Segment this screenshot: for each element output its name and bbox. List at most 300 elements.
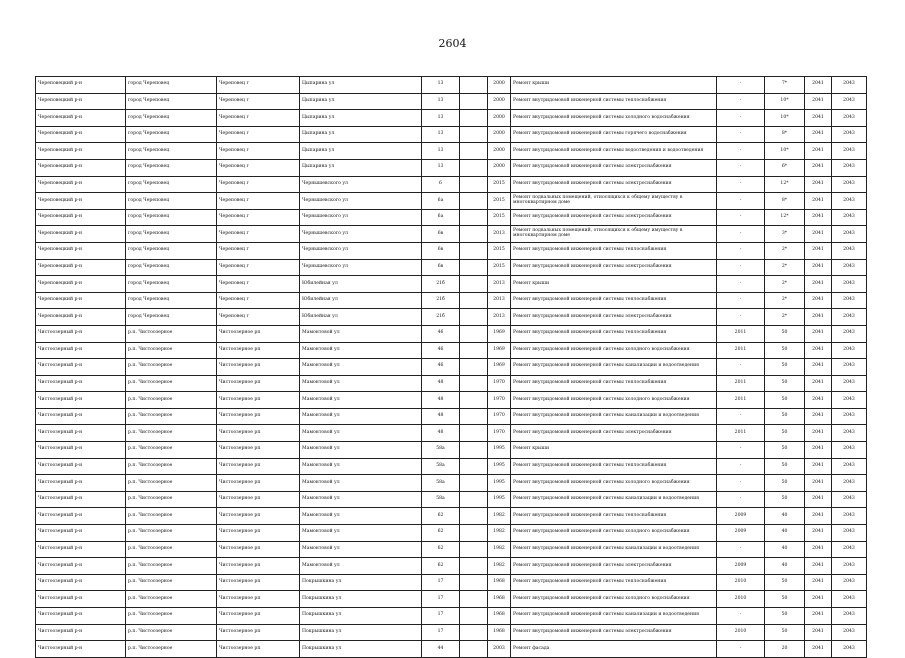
cell-settlement: Череповец г (217, 77, 300, 94)
cell-street: Чернышевского ул (300, 193, 422, 210)
table-row (36, 110, 867, 127)
cell-work-type: Ремонт крыши (511, 442, 717, 459)
cell-last-repair: 2010 (717, 624, 765, 641)
cell-district: Чистоозерный р-н (36, 541, 126, 558)
cell-settlement: Чистоозерное рп (217, 392, 300, 409)
cell-house: 21б (422, 292, 460, 309)
cell-street: Цыпарина ул (300, 159, 422, 176)
cell-extra (460, 276, 488, 293)
cell-municipality: р.п. Чистоозерное (126, 325, 217, 342)
cell-year-built: 1970 (488, 408, 511, 425)
cell-work-type: Ремонт внутридомовой инженерной системы электроснабжения (511, 176, 717, 193)
cell-plan-start: 2041 (805, 624, 832, 641)
cell-municipality: р.п. Чистоозерное (126, 475, 217, 492)
cell-settlement: Чистоозерное рп (217, 325, 300, 342)
cell-wear: 50 (765, 624, 805, 641)
cell-plan-end: 2043 (832, 77, 867, 94)
cell-extra (460, 624, 488, 641)
cell-plan-start: 2041 (805, 159, 832, 176)
table-row (36, 458, 867, 475)
cell-settlement: Чистоозерное рп (217, 508, 300, 525)
cell-street: Мамонтовой ул (300, 475, 422, 492)
cell-street: Мамонтовой ул (300, 508, 422, 525)
cell-work-type: Ремонт внутридомовой инженерной системы электроснабжения (511, 209, 717, 226)
table-row (36, 408, 867, 425)
cell-wear: 50 (765, 458, 805, 475)
cell-wear: 2* (765, 242, 805, 259)
cell-house: 17 (422, 624, 460, 641)
cell-wear: 2* (765, 276, 805, 293)
cell-settlement: Череповец г (217, 193, 300, 210)
cell-plan-end: 2043 (832, 110, 867, 127)
cell-settlement: Череповец г (217, 292, 300, 309)
cell-plan-end: 2043 (832, 591, 867, 608)
cell-plan-start: 2041 (805, 558, 832, 575)
cell-municipality: город Череповец (126, 276, 217, 293)
cell-street: Покрышкина ул (300, 624, 422, 641)
cell-municipality: р.п. Чистоозерное (126, 558, 217, 575)
cell-plan-end: 2043 (832, 508, 867, 525)
cell-work-type: Ремонт внутридомовой инженерной системы водоотведения и водоотведения (511, 143, 717, 160)
cell-municipality: р.п. Чистоозерное (126, 408, 217, 425)
cell-wear: 50 (765, 408, 805, 425)
cell-settlement: Череповец г (217, 159, 300, 176)
cell-extra (460, 342, 488, 359)
cell-last-repair: - (717, 159, 765, 176)
cell-plan-start: 2041 (805, 541, 832, 558)
cell-last-repair: - (717, 475, 765, 492)
cell-year-built: 2000 (488, 159, 511, 176)
cell-plan-start: 2041 (805, 525, 832, 542)
cell-settlement: Чистоозерное рп (217, 375, 300, 392)
cell-settlement: Череповец г (217, 110, 300, 127)
cell-municipality: город Череповец (126, 110, 217, 127)
cell-work-type: Ремонт внутридомовой инженерной системы холодного водоснабжения (511, 342, 717, 359)
cell-street: Чернышевского ул (300, 176, 422, 193)
cell-plan-start: 2041 (805, 242, 832, 259)
cell-district: Чистоозерный р-н (36, 624, 126, 641)
cell-street: Мамонтовой ул (300, 525, 422, 542)
cell-street: Юбилейная ул (300, 292, 422, 309)
cell-extra (460, 541, 488, 558)
cell-district: Череповецкий р-н (36, 193, 126, 210)
cell-plan-start: 2041 (805, 508, 832, 525)
cell-work-type: Ремонт внутридомовой инженерной системы теплоснабжения (511, 325, 717, 342)
cell-extra (460, 242, 488, 259)
cell-house: 62 (422, 558, 460, 575)
cell-work-type: Ремонт внутридомовой инженерной системы электроснабжения (511, 259, 717, 276)
cell-street: Мамонтовой ул (300, 442, 422, 459)
cell-district: Чистоозерный р-н (36, 475, 126, 492)
cell-municipality: город Череповец (126, 176, 217, 193)
cell-last-repair: - (717, 143, 765, 160)
cell-house: 13 (422, 110, 460, 127)
cell-wear: 2* (765, 309, 805, 326)
cell-district: Череповецкий р-н (36, 226, 126, 243)
cell-plan-end: 2043 (832, 624, 867, 641)
cell-municipality: город Череповец (126, 77, 217, 94)
cell-work-type: Ремонт подвальных помещений, относящихся к общему имуществу в многоквартирном доме (511, 226, 717, 243)
cell-extra (460, 259, 488, 276)
cell-plan-start: 2041 (805, 259, 832, 276)
cell-settlement: Череповец г (217, 126, 300, 143)
cell-year-built: 2013 (488, 226, 511, 243)
cell-extra (460, 176, 488, 193)
cell-plan-start: 2041 (805, 292, 832, 309)
cell-plan-start: 2041 (805, 226, 832, 243)
cell-plan-end: 2043 (832, 442, 867, 459)
cell-plan-end: 2043 (832, 475, 867, 492)
cell-street: Мамонтовой ул (300, 541, 422, 558)
cell-street: Юбилейная ул (300, 309, 422, 326)
cell-municipality: р.п. Чистоозерное (126, 392, 217, 409)
cell-last-repair: - (717, 276, 765, 293)
cell-house: 6а (422, 209, 460, 226)
cell-extra (460, 558, 488, 575)
cell-work-type: Ремонт фасада (511, 641, 717, 658)
cell-year-built: 1970 (488, 392, 511, 409)
cell-year-built: 1968 (488, 591, 511, 608)
cell-plan-start: 2041 (805, 126, 832, 143)
cell-municipality: р.п. Чистоозерное (126, 375, 217, 392)
cell-street: Мамонтовой ул (300, 375, 422, 392)
cell-street: Мамонтовой ул (300, 392, 422, 409)
cell-wear: 40 (765, 541, 805, 558)
cell-plan-end: 2043 (832, 259, 867, 276)
cell-extra (460, 143, 488, 160)
cell-municipality: город Череповец (126, 259, 217, 276)
cell-plan-end: 2043 (832, 242, 867, 259)
cell-year-built: 1970 (488, 425, 511, 442)
table-row (36, 558, 867, 575)
cell-year-built: 1995 (488, 475, 511, 492)
table-row (36, 624, 867, 641)
cell-extra (460, 491, 488, 508)
cell-street: Чернышевского ул (300, 226, 422, 243)
cell-work-type: Ремонт внутридомовой инженерной системы электроснабжения (511, 558, 717, 575)
cell-last-repair: - (717, 408, 765, 425)
cell-year-built: 1969 (488, 359, 511, 376)
cell-last-repair: - (717, 209, 765, 226)
cell-wear: 6* (765, 159, 805, 176)
table-row (36, 475, 867, 492)
cell-last-repair: - (717, 226, 765, 243)
cell-wear: 50 (765, 574, 805, 591)
cell-wear: 40 (765, 525, 805, 542)
cell-house: 46 (422, 342, 460, 359)
cell-municipality: город Череповец (126, 143, 217, 160)
cell-street: Покрышкина ул (300, 574, 422, 591)
cell-extra (460, 442, 488, 459)
cell-plan-end: 2043 (832, 359, 867, 376)
cell-year-built: 2000 (488, 143, 511, 160)
cell-wear: 50 (765, 325, 805, 342)
cell-street: Мамонтовой ул (300, 425, 422, 442)
cell-year-built: 1982 (488, 541, 511, 558)
cell-work-type: Ремонт внутридомовой инженерной системы горячего водоснабжения (511, 126, 717, 143)
cell-settlement: Чистоозерное рп (217, 541, 300, 558)
cell-street: Мамонтовой ул (300, 342, 422, 359)
cell-plan-start: 2041 (805, 93, 832, 110)
cell-settlement: Чистоозерное рп (217, 408, 300, 425)
cell-settlement: Чистоозерное рп (217, 442, 300, 459)
cell-extra (460, 375, 488, 392)
cell-district: Чистоозерный р-н (36, 342, 126, 359)
page-number: 2604 (438, 37, 467, 50)
cell-last-repair: - (717, 242, 765, 259)
cell-year-built: 2003 (488, 641, 511, 658)
cell-wear: 8* (765, 193, 805, 210)
cell-work-type: Ремонт внутридомовой инженерной системы канализации и водоотведения (511, 541, 717, 558)
cell-plan-start: 2041 (805, 309, 832, 326)
cell-district: Чистоозерный р-н (36, 508, 126, 525)
cell-work-type: Ремонт внутридомовой инженерной системы электроснабжения (511, 624, 717, 641)
cell-plan-end: 2043 (832, 558, 867, 575)
cell-plan-end: 2043 (832, 176, 867, 193)
cell-settlement: Чистоозерное рп (217, 624, 300, 641)
cell-year-built: 2000 (488, 110, 511, 127)
cell-plan-start: 2041 (805, 359, 832, 376)
table-row (36, 491, 867, 508)
cell-house: 17 (422, 591, 460, 608)
cell-house: 58а (422, 458, 460, 475)
cell-street: Мамонтовой ул (300, 491, 422, 508)
cell-work-type: Ремонт внутридомовой инженерной системы канализации и водоотведения (511, 491, 717, 508)
cell-settlement: Чистоозерное рп (217, 591, 300, 608)
cell-last-repair: 2011 (717, 375, 765, 392)
cell-house: 48 (422, 375, 460, 392)
cell-municipality: р.п. Чистоозерное (126, 541, 217, 558)
table-row (36, 242, 867, 259)
cell-work-type: Ремонт внутридомовой инженерной системы теплоснабжения (511, 242, 717, 259)
cell-work-type: Ремонт внутридомовой инженерной системы холодного водоснабжения (511, 475, 717, 492)
cell-wear: 10* (765, 110, 805, 127)
cell-municipality: р.п. Чистоозерное (126, 458, 217, 475)
cell-settlement: Череповец г (217, 93, 300, 110)
cell-plan-start: 2041 (805, 442, 832, 459)
cell-municipality: р.п. Чистоозерное (126, 525, 217, 542)
cell-last-repair: - (717, 309, 765, 326)
cell-year-built: 1968 (488, 624, 511, 641)
cell-extra (460, 292, 488, 309)
cell-work-type: Ремонт внутридомовой инженерной системы электроснабжения (511, 159, 717, 176)
cell-house: 6в (422, 226, 460, 243)
cell-wear: 10* (765, 93, 805, 110)
cell-plan-end: 2043 (832, 375, 867, 392)
cell-extra (460, 392, 488, 409)
cell-district: Чистоозерный р-н (36, 608, 126, 625)
cell-year-built: 2000 (488, 77, 511, 94)
cell-district: Чистоозерный р-н (36, 375, 126, 392)
cell-work-type: Ремонт внутридомовой инженерной системы теплоснабжения (511, 375, 717, 392)
cell-extra (460, 591, 488, 608)
cell-work-type: Ремонт внутридомовой инженерной системы электроснабжения (511, 425, 717, 442)
cell-last-repair: - (717, 608, 765, 625)
cell-extra (460, 226, 488, 243)
cell-house: 21б (422, 276, 460, 293)
cell-plan-start: 2041 (805, 209, 832, 226)
cell-municipality: р.п. Чистоозерное (126, 624, 217, 641)
cell-house: 13 (422, 77, 460, 94)
table-row (36, 259, 867, 276)
cell-municipality: р.п. Чистоозерное (126, 608, 217, 625)
cell-plan-start: 2041 (805, 591, 832, 608)
table-row (36, 193, 867, 210)
cell-work-type: Ремонт крыши (511, 77, 717, 94)
cell-plan-end: 2043 (832, 126, 867, 143)
cell-settlement: Чистоозерное рп (217, 558, 300, 575)
cell-work-type: Ремонт крыши (511, 276, 717, 293)
table-row (36, 525, 867, 542)
cell-work-type: Ремонт внутридомовой инженерной системы холодного водоснабжения (511, 525, 717, 542)
cell-wear: 50 (765, 442, 805, 459)
cell-plan-end: 2043 (832, 193, 867, 210)
cell-house: 17 (422, 608, 460, 625)
table-row (36, 375, 867, 392)
cell-district: Чистоозерный р-н (36, 442, 126, 459)
cell-year-built: 2015 (488, 209, 511, 226)
cell-wear: 2* (765, 259, 805, 276)
cell-last-repair: 2011 (717, 425, 765, 442)
repair-schedule-table (35, 76, 867, 658)
cell-plan-start: 2041 (805, 392, 832, 409)
cell-plan-start: 2041 (805, 77, 832, 94)
cell-wear: 50 (765, 392, 805, 409)
cell-district: Череповецкий р-н (36, 77, 126, 94)
cell-extra (460, 77, 488, 94)
cell-extra (460, 508, 488, 525)
cell-extra (460, 126, 488, 143)
cell-last-repair: 2011 (717, 325, 765, 342)
cell-settlement: Чистоозерное рп (217, 425, 300, 442)
cell-house: 46 (422, 359, 460, 376)
cell-plan-start: 2041 (805, 491, 832, 508)
cell-year-built: 1995 (488, 491, 511, 508)
cell-wear: 2* (765, 292, 805, 309)
cell-extra (460, 309, 488, 326)
cell-work-type: Ремонт внутридомовой инженерной системы электроснабжения (511, 309, 717, 326)
cell-plan-end: 2043 (832, 392, 867, 409)
cell-plan-start: 2041 (805, 342, 832, 359)
cell-district: Чистоозерный р-н (36, 408, 126, 425)
cell-district: Череповецкий р-н (36, 276, 126, 293)
cell-plan-start: 2041 (805, 425, 832, 442)
cell-settlement: Чистоозерное рп (217, 608, 300, 625)
cell-wear: 3* (765, 226, 805, 243)
cell-street: Покрышкина ул (300, 608, 422, 625)
cell-work-type: Ремонт внутридомовой инженерной системы холодного водоснабжения (511, 110, 717, 127)
table-row (36, 159, 867, 176)
cell-year-built: 1969 (488, 342, 511, 359)
cell-municipality: город Череповец (126, 159, 217, 176)
cell-work-type: Ремонт внутридомовой инженерной системы теплоснабжения (511, 292, 717, 309)
table-row (36, 209, 867, 226)
cell-district: Череповецкий р-н (36, 242, 126, 259)
table-row (36, 508, 867, 525)
cell-settlement: Череповец г (217, 276, 300, 293)
cell-house: 46 (422, 325, 460, 342)
cell-district: Чистоозерный р-н (36, 558, 126, 575)
cell-extra (460, 209, 488, 226)
cell-plan-end: 2043 (832, 93, 867, 110)
cell-settlement: Чистоозерное рп (217, 574, 300, 591)
cell-plan-end: 2043 (832, 309, 867, 326)
cell-district: Череповецкий р-н (36, 93, 126, 110)
cell-house: 58а (422, 491, 460, 508)
cell-extra (460, 408, 488, 425)
cell-settlement: Череповец г (217, 209, 300, 226)
cell-last-repair: - (717, 176, 765, 193)
cell-settlement: Чистоозерное рп (217, 475, 300, 492)
cell-year-built: 1970 (488, 375, 511, 392)
cell-municipality: р.п. Чистоозерное (126, 508, 217, 525)
cell-street: Мамонтовой ул (300, 408, 422, 425)
cell-extra (460, 93, 488, 110)
cell-last-repair: - (717, 541, 765, 558)
cell-plan-start: 2041 (805, 143, 832, 160)
cell-wear: 50 (765, 425, 805, 442)
cell-district: Череповецкий р-н (36, 110, 126, 127)
cell-district: Чистоозерный р-н (36, 591, 126, 608)
cell-work-type: Ремонт подвальных помещений, относящихся к общему имуществу в многоквартирном доме (511, 193, 717, 210)
cell-municipality: р.п. Чистоозерное (126, 359, 217, 376)
cell-plan-start: 2041 (805, 641, 832, 658)
table-row (36, 325, 867, 342)
table-row (36, 226, 867, 243)
cell-street: Мамонтовой ул (300, 558, 422, 575)
cell-wear: 10* (765, 143, 805, 160)
cell-plan-start: 2041 (805, 325, 832, 342)
cell-plan-start: 2041 (805, 475, 832, 492)
cell-municipality: р.п. Чистоозерное (126, 425, 217, 442)
cell-year-built: 2015 (488, 259, 511, 276)
cell-settlement: Череповец г (217, 143, 300, 160)
cell-last-repair: - (717, 126, 765, 143)
table-row (36, 176, 867, 193)
cell-street: Цыпарина ул (300, 77, 422, 94)
cell-plan-start: 2041 (805, 276, 832, 293)
cell-plan-end: 2043 (832, 408, 867, 425)
cell-year-built: 1968 (488, 608, 511, 625)
cell-wear: 50 (765, 359, 805, 376)
table-row (36, 591, 867, 608)
cell-wear: 7* (765, 77, 805, 94)
cell-municipality: город Череповец (126, 309, 217, 326)
cell-year-built: 1982 (488, 558, 511, 575)
cell-wear: 50 (765, 491, 805, 508)
cell-municipality: город Череповец (126, 209, 217, 226)
cell-house: 58а (422, 442, 460, 459)
cell-last-repair: - (717, 110, 765, 127)
cell-extra (460, 641, 488, 658)
cell-settlement: Чистоозерное рп (217, 641, 300, 658)
cell-district: Череповецкий р-н (36, 209, 126, 226)
cell-year-built: 2013 (488, 276, 511, 293)
cell-last-repair: 2009 (717, 508, 765, 525)
cell-year-built: 1995 (488, 458, 511, 475)
cell-work-type: Ремонт внутридомовой инженерной системы теплоснабжения (511, 574, 717, 591)
cell-year-built: 1995 (488, 442, 511, 459)
cell-year-built: 1982 (488, 508, 511, 525)
table-row (36, 77, 867, 94)
cell-plan-end: 2043 (832, 209, 867, 226)
cell-settlement: Чистоозерное рп (217, 525, 300, 542)
cell-street: Цыпарина ул (300, 93, 422, 110)
cell-street: Чернышевского ул (300, 259, 422, 276)
cell-street: Покрышкина ул (300, 641, 422, 658)
cell-plan-end: 2043 (832, 276, 867, 293)
cell-plan-end: 2043 (832, 143, 867, 160)
